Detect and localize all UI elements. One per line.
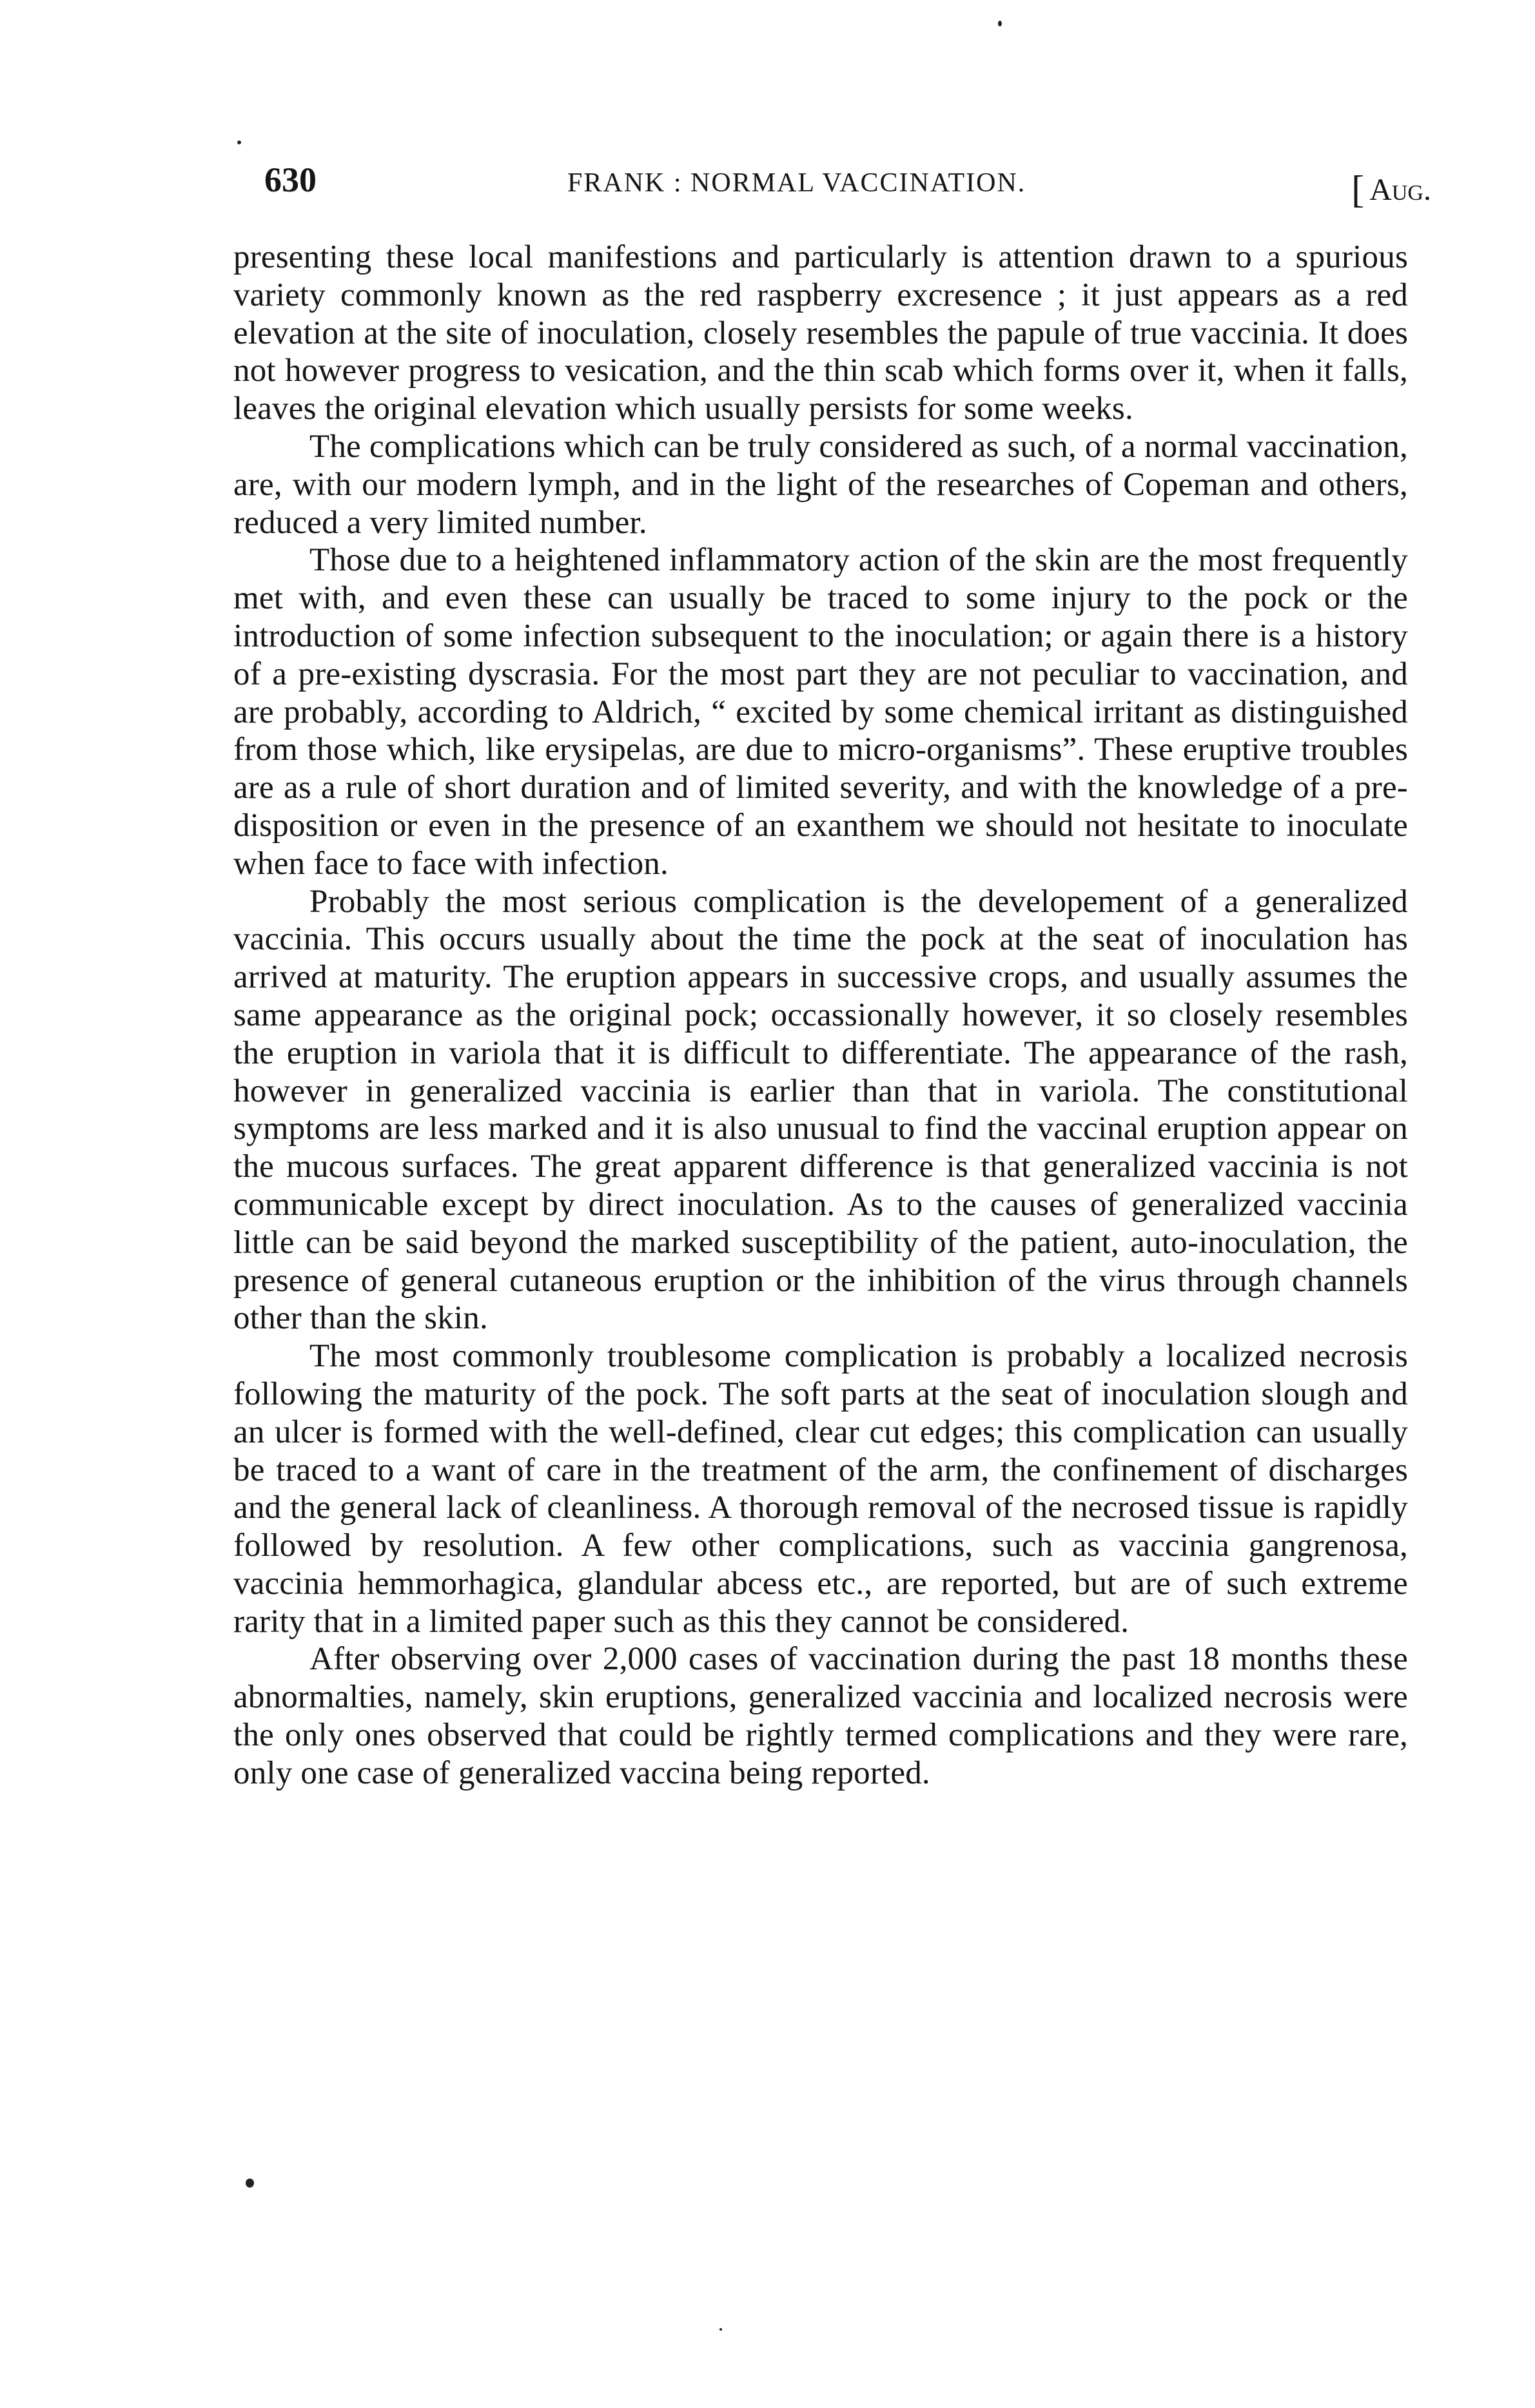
- running-head: [245, 160, 1431, 211]
- ink-speck: [998, 21, 1002, 26]
- paragraph: The most commonly troublesome complication is probably a localized necrosis following the maturity of the pock. The soft parts at the seat of inoculation slough and an ulcer is formed with the well-defined, clear cut edges; this complication can usually be traced to a want of care in the treatment of the arm, the confinement of discharges and the general lack of cleanliness. A thorough removal of the necrosed tissue is rapidly followed by resolution. A few other complications, such as vaccinia gangrenosa, vaccinia hemmorhagica, glandular abcess etc., are reported, but are of such extreme rarity that in a limited paper such as this they cannot be considered.: [233, 1338, 1408, 1640]
- ink-speck: [237, 141, 241, 144]
- running-title: FRANK : NORMAL VACCINATION.: [567, 168, 1026, 198]
- paragraph: Probably the most serious complication is the developement of a generalized vaccinia. This occurs usually about the time the pock at the seat of inoculation has arrived at maturity. The eruption appears in successive crops, and usually assumes the same appearance as the original pock; occassionally however, it so closely resembles the eruption in variola that it is difficult to differentiate. The appearance of the rash, however in generalized vaccinia is earlier than that in variola. The constitutional symptoms are less marked and it is also unusual to find the vaccinal eruption appear on the mucous surfaces. The great apparent difference is that generalized vaccinia is not communicable except by direct inoculation. As to the causes of generalized vaccinia little can be said beyond the marked susceptibility of the patient, auto-inoculation, the presence of general cutaneous eruption or the inhibition of the virus through channels other than the skin.: [233, 883, 1408, 1337]
- paragraph: The complications which can be truly considered as such, of a normal vaccination, are, with our modern lymph, and in the light of the researches of Copeman and others, reduced a very limited number.: [233, 428, 1408, 541]
- paragraph: Those due to a heightened inflammatory action of the skin are the most frequently met with, and even these can usually be traced to some injury to the pock or the introduction of some infection subsequent to the inoculation; or again there is a history of a pre-existing dyscrasia. For the most part they are not peculiar to vaccination, and are probably, according to Aldrich, “ excited by some chemical irritant as distinguished from those which, like erysipelas, are due to micro-organisms”. These eruptive troubles are as a rule of short duration and of limited severity, and with the knowledge of a pre-disposition or even in the presence of an exanthem we should not hesitate to inoculate when face to face with infection.: [233, 542, 1408, 882]
- body-text: [233, 238, 1408, 1792]
- paragraph: After observing over 2,000 cases of vaccination during the past 18 months these abnormalties, namely, skin eruptions, generalized vaccinia and localized necrosis were the only ones observed that could be rightly termed complications and they were rare, only one case of generalized vaccina being reported.: [233, 1641, 1408, 1791]
- opening-bracket: [: [1351, 168, 1365, 211]
- running-month: [1351, 168, 1431, 212]
- ink-speck: [719, 2328, 722, 2331]
- paragraph-continuation: presenting these local manifestions and particularly is attention drawn to a spurious variety commonly known as the red raspberry excresence ; it just appears as a red elevation at the site of inoculation, closely resembles the papule of true vaccinia. It does not however progress to vesication, and the thin scab which forms over it, when it falls, leaves the original elevation which usually persists for some weeks.: [233, 239, 1408, 427]
- page-number: 630: [264, 160, 317, 199]
- ink-speck: [246, 2179, 254, 2188]
- month-label: Aug.: [1369, 173, 1431, 207]
